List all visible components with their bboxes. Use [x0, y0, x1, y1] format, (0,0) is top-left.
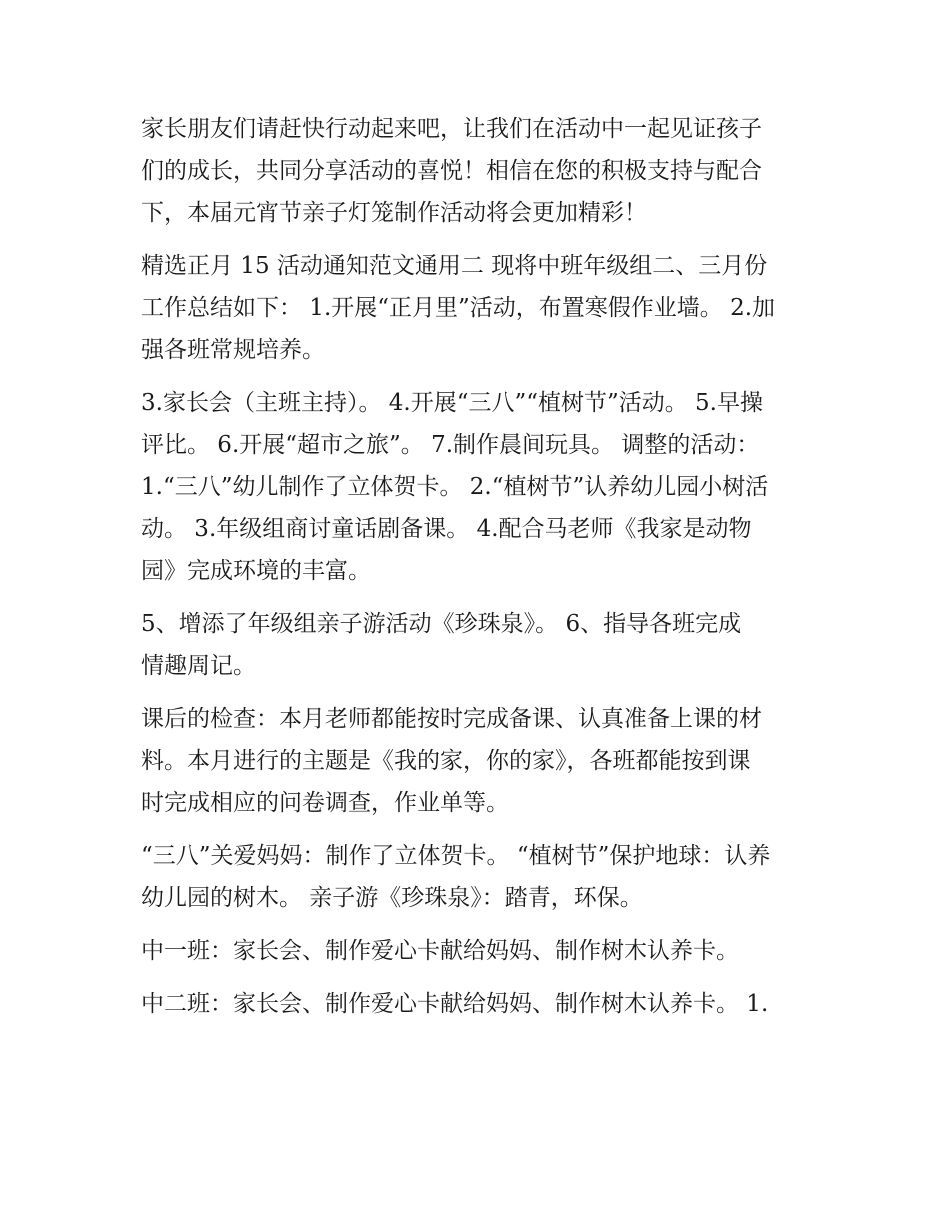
text-line: 们的成长，共同分享活动的喜悦！相信在您的积极支持与配合 [141, 158, 762, 184]
text-line: 强各班常规培养。 [141, 337, 325, 363]
document-body [141, 108, 813, 1036]
paragraph-4 [141, 603, 813, 687]
paragraph-3 [141, 382, 813, 592]
text-line: 园》完成环境的丰富。 [141, 558, 371, 584]
text-line: 料。本月进行的主题是《我的家，你的家》，各班都能按到课 [141, 748, 751, 774]
text-line: 中一班：家长会、制作爱心卡献给妈妈、制作树木认养卡。 [141, 938, 739, 964]
text-line: 时完成相应的问卷调查，作业单等。 [141, 790, 509, 816]
text-line: 评比。 6.开展“超市之旅”。 7.制作晨间玩具。 调整的活动： [141, 432, 760, 458]
paragraph-6 [141, 835, 813, 919]
paragraph-8 [141, 983, 813, 1025]
text-line: 情趣周记。 [141, 653, 256, 679]
text-line: 幼儿园的树木。 亲子游《珍珠泉》：踏青，环保。 [141, 885, 643, 911]
text-line: 中二班：家长会、制作爱心卡献给妈妈、制作树木认养卡。 1. [141, 991, 769, 1017]
paragraph-5 [141, 698, 813, 824]
text-line: 精选正月 15 活动通知范文通用二 现将中班年级组二、三月份 [141, 253, 768, 279]
paragraph-1 [141, 108, 813, 234]
paragraph-7 [141, 930, 813, 972]
paragraph-2 [141, 245, 813, 371]
text-line: 1.“三八”幼儿制作了立体贺卡。 2.“植树节”认养幼儿园小树活 [141, 474, 769, 500]
text-line: 3.家长会（主班主持）。 4.开展“三八”“植树节”活动。 5.早操 [141, 390, 763, 416]
text-line: 工作总结如下： 1.开展“正月里”活动，布置寒假作业墙。 2.加 [141, 295, 776, 321]
text-line: 5、增添了年级组亲子游活动《珍珠泉》。 6、指导各班完成 [141, 611, 742, 637]
text-line: 下，本届元宵节亲子灯笼制作活动将会更加精彩！ [141, 200, 647, 226]
text-line: 动。 3.年级组商讨童话剧备课。 4.配合马老师《我家是动物 [141, 516, 752, 542]
text-line: 家长朋友们请赶快行动起来吧，让我们在活动中一起见证孩子 [141, 116, 762, 142]
text-line: “三八”关爱妈妈：制作了立体贺卡。 “植树节”保护地球：认养 [141, 843, 771, 869]
text-line: 课后的检查：本月老师都能按时完成备课、认真准备上课的材 [141, 706, 762, 732]
